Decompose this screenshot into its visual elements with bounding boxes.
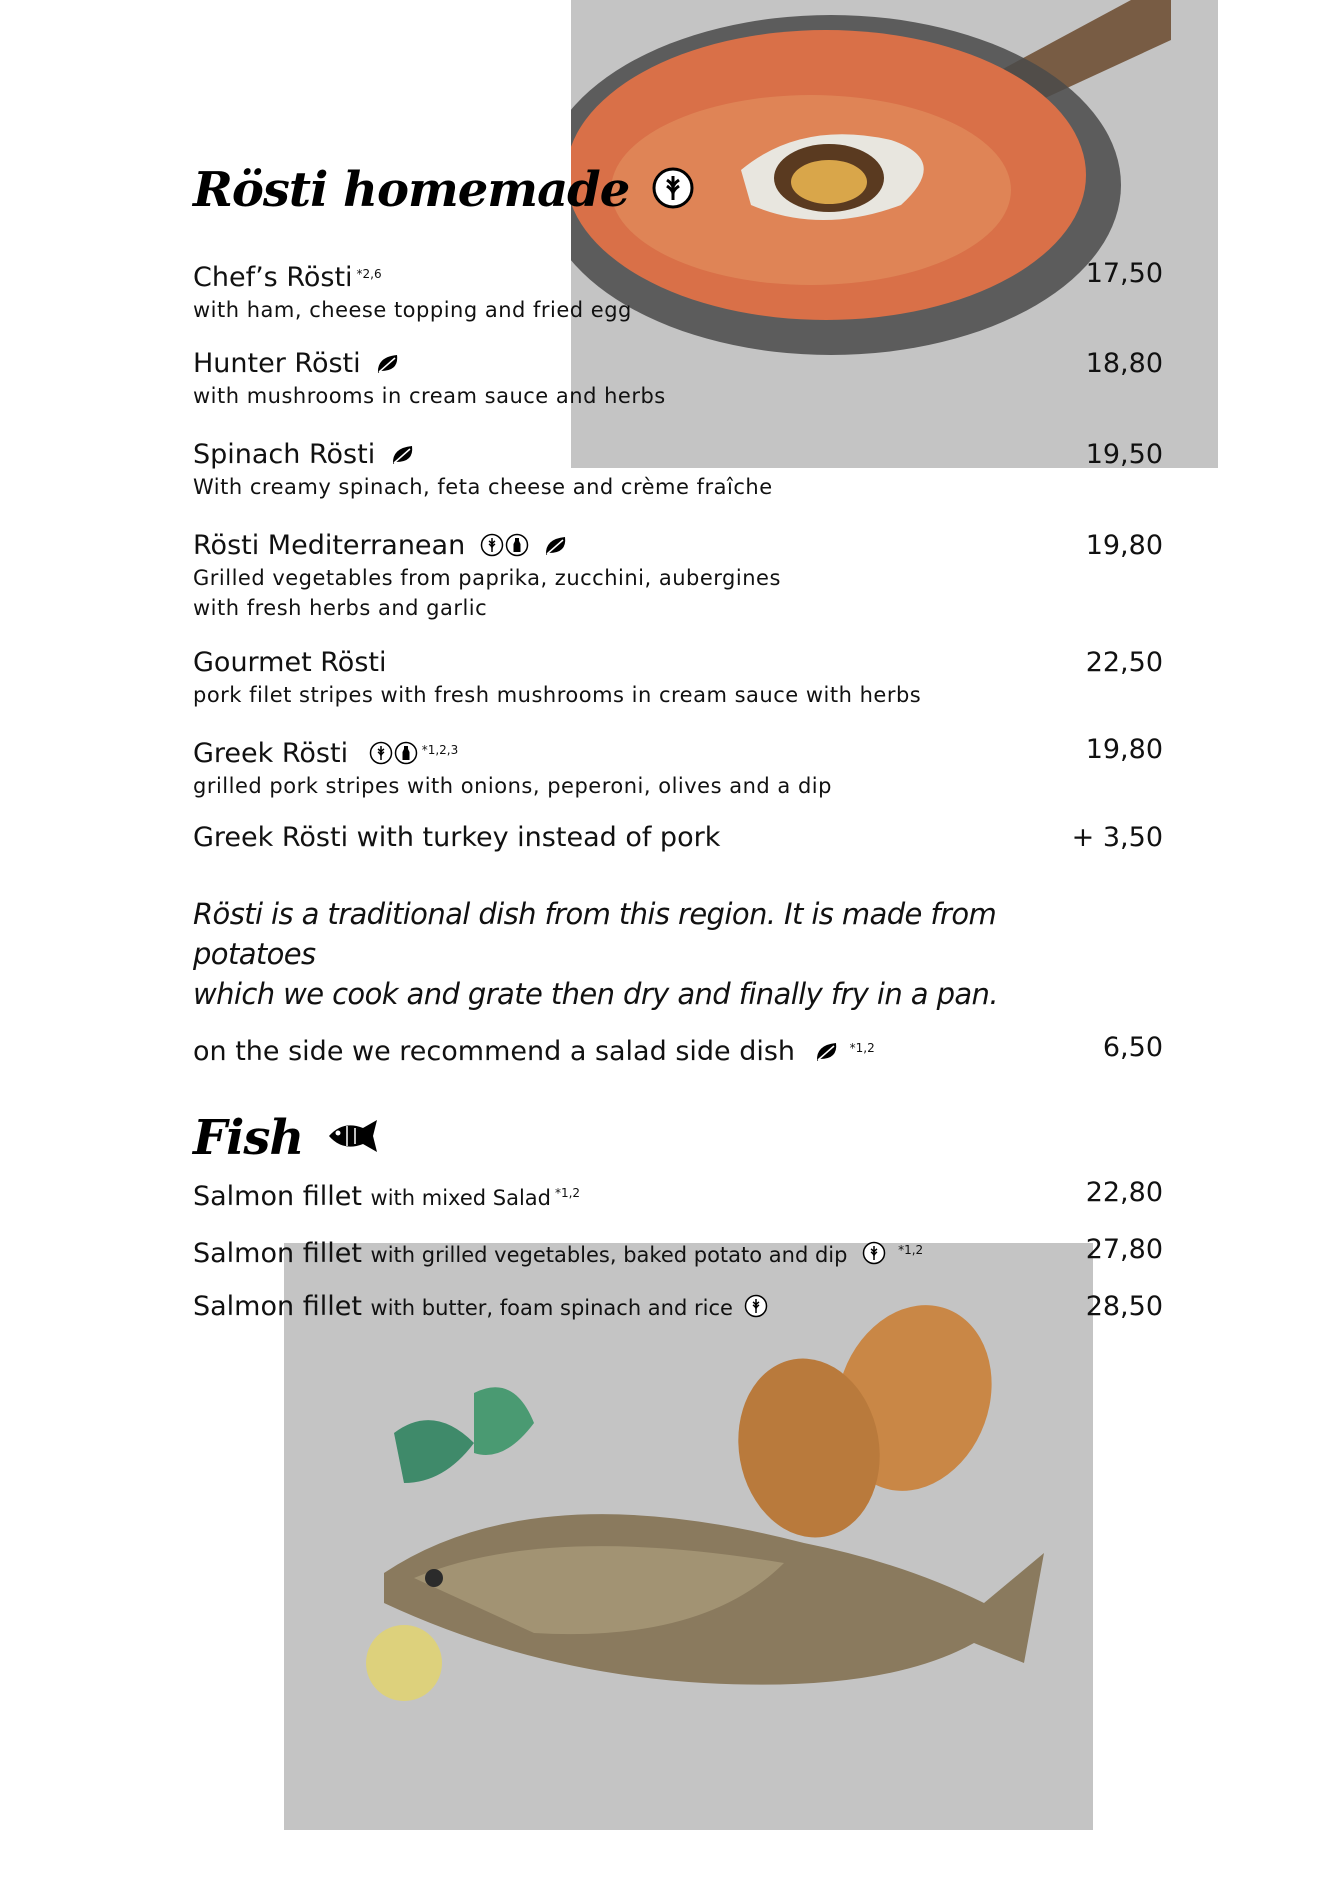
rosti-note [193,894,1093,1014]
footnote: *1,2 [554,1186,581,1200]
item-price: 19,50 [1085,439,1163,470]
menu-item [193,1290,1163,1325]
item-price: 22,50 [1085,647,1163,678]
item-name: Salmon fillet [193,1291,362,1322]
menu-item [193,821,1163,855]
item-name: Spinach Rösti [193,439,376,470]
menu-item [193,733,1163,801]
footnote: *1,2 [849,1041,875,1055]
milk-icon [394,741,418,765]
wheat-icon [744,1294,768,1318]
item-name: Salmon fillet [193,1238,362,1269]
item-description: With creamy spinach, feta cheese and crème fraîche [193,475,773,499]
item-price: + 3,50 [1071,822,1163,853]
footnote: *2,6 [356,267,382,281]
item-price: 27,80 [1085,1234,1163,1265]
wheat-icon [369,741,393,765]
item-name: Salmon fillet [193,1181,362,1212]
item-description-line2: with fresh herbs and garlic [193,596,488,620]
item-price: 19,80 [1085,734,1163,765]
item-detail: with butter, foam spinach and rice [370,1296,733,1320]
item-price: 17,50 [1085,258,1163,289]
fish-icon [325,1116,385,1156]
side-dish-item [193,1031,1163,1069]
footnote: *1,2 [898,1243,924,1257]
item-name: Hunter Rösti [193,348,361,379]
item-description: pork filet stripes with fresh mushrooms in cream sauce with herbs [193,683,922,707]
item-detail: with grilled vegetables, baked potato and dip [370,1243,848,1267]
item-description: Grilled vegetables from paprika, zucchini, aubergines [193,566,781,590]
rosti-note-line1: Rösti is a traditional dish from this region. It is made from potatoes [193,897,997,971]
footnote: *1,2,3 [421,743,459,757]
leaf-icon [543,535,569,557]
menu-item [193,646,1163,710]
menu-item [193,1233,1163,1272]
menu-item [193,347,1163,411]
item-price: 18,80 [1085,348,1163,379]
item-description: grilled pork stripes with onions, peperoni, olives and a dip [193,774,832,798]
rosti-section-title: Rösti homemade [193,162,695,218]
item-name: Chef’s Rösti [193,262,353,293]
item-price: 19,80 [1085,530,1163,561]
item-name: on the side we recommend a salad side dish [193,1036,796,1067]
item-name: Rösti Mediterranean [193,530,466,561]
menu-item [193,438,1163,502]
leaf-icon [390,444,416,466]
milk-icon [505,533,529,557]
wheat-icon [651,166,695,210]
menu-item [193,257,1163,325]
fish-section-title: Fish [193,1110,385,1166]
menu-item [193,1176,1163,1215]
wheat-icon [862,1241,886,1265]
item-description: with mushrooms in cream sauce and herbs [193,384,666,408]
rosti-note-line2: which we cook and grate then dry and finally fry in a pan. [193,977,998,1011]
item-name: Greek Rösti [193,738,349,769]
item-price: 6,50 [1102,1032,1163,1063]
item-price: 28,50 [1085,1291,1163,1322]
item-name: Greek Rösti with turkey instead of pork [193,822,721,853]
item-name: Gourmet Rösti [193,647,387,678]
item-description: with ham, cheese topping and fried egg [193,298,632,322]
leaf-icon [814,1041,840,1063]
menu-item [193,529,1163,623]
item-price: 22,80 [1085,1177,1163,1208]
wheat-icon [480,533,504,557]
leaf-icon [375,353,401,375]
item-detail: with mixed Salad [370,1186,551,1210]
